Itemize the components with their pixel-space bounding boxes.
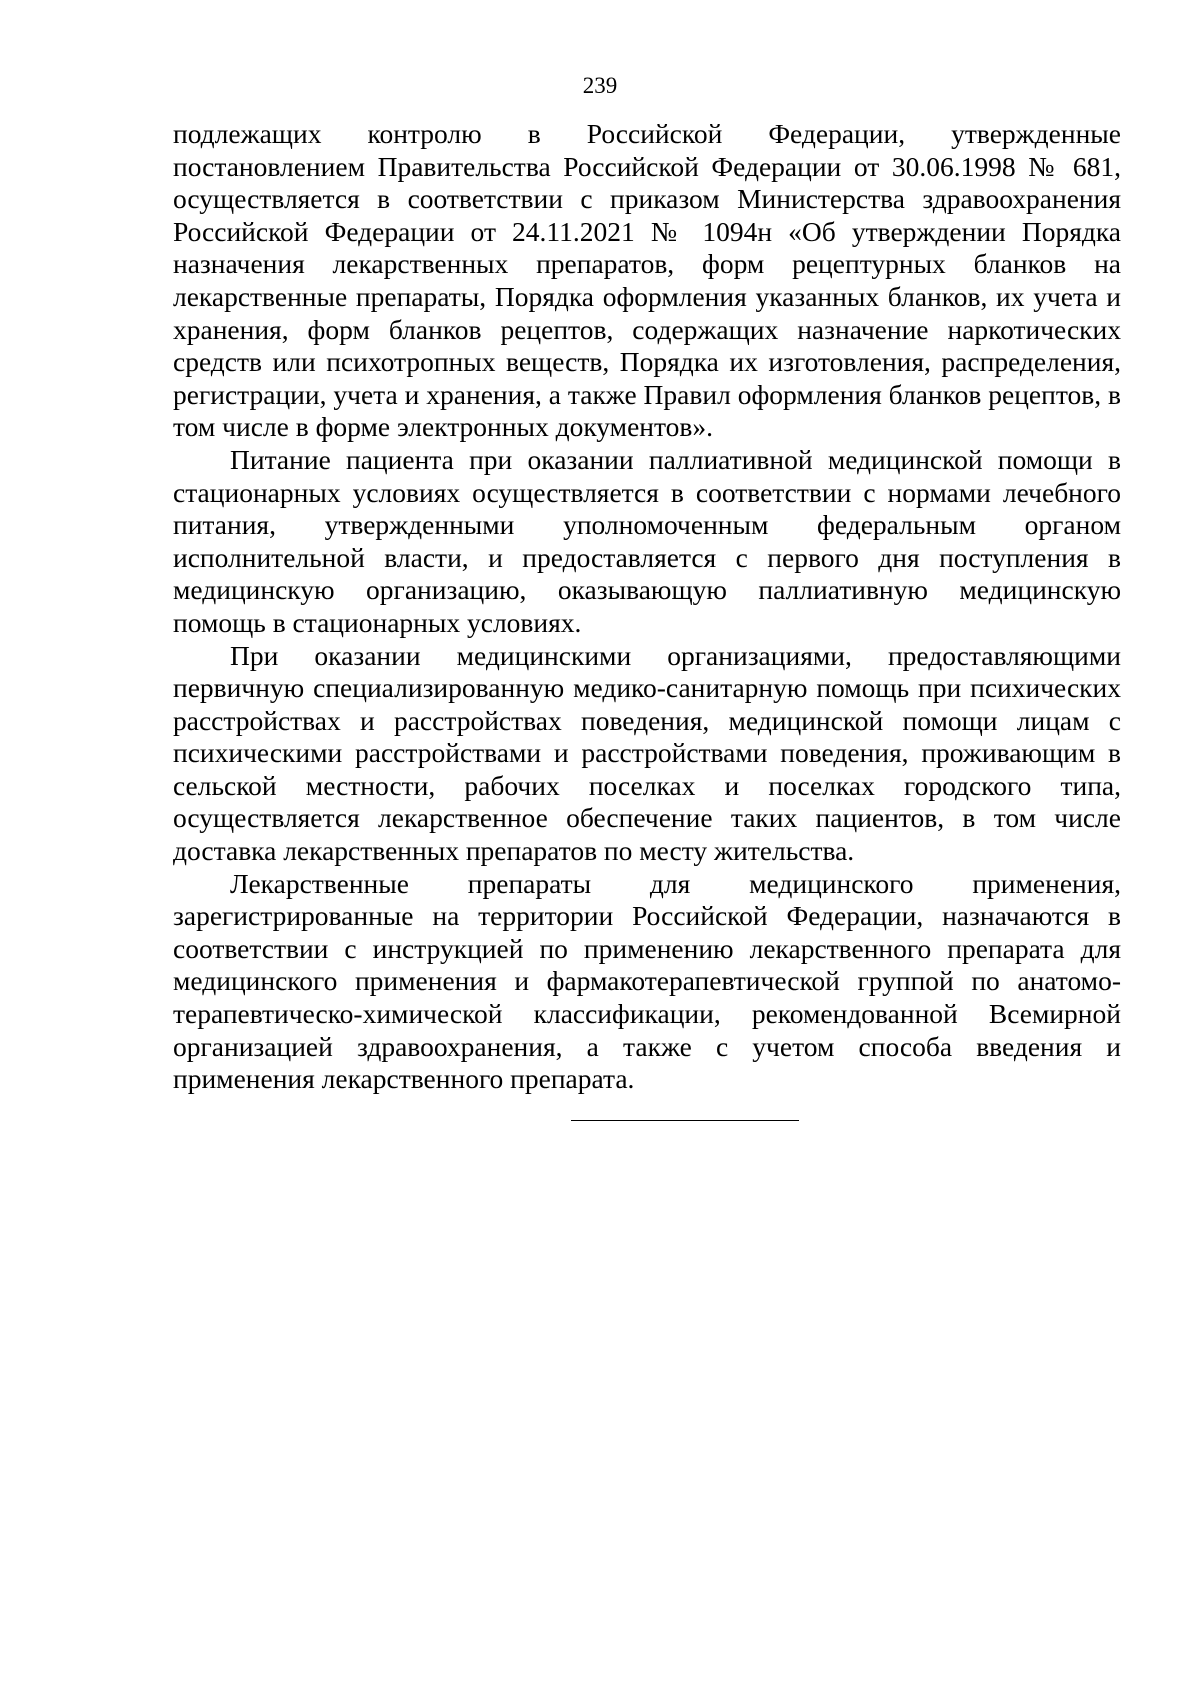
paragraph-medications: Лекарственные препараты для медицинского применения, зарегистрированные на территории Российской Федерации, назначаются в соответствии с инструкцией по применению лекарственного препарата для медицинского применения и фармакотерапевтической группой по анатомо-терапевтическо-химической классификации, рекомендованной Всемирной организацией здравоохранения, а также с учетом способа введения и применения лекарственного препарата. [173, 867, 1121, 1095]
end-divider-line [571, 1120, 799, 1121]
page-number: 239 [582, 73, 618, 98]
paragraph-psychiatric-care: При оказании медицинскими организациями, предоставляющими первичную специализированную медико-санитарную помощь при психических расстройствах и расстройствах поведения, медицинской помощи лицам с психическими расстройствами и расстройствами поведения, проживающим в сельской местности, рабочих поселках и поселках городского типа, осуществляется лекарственное обеспечение таких пациентов, в том числе доставка лекарственных препаратов по месту жительства. [173, 639, 1121, 867]
document-body [173, 118, 1121, 1096]
paragraph-continuation: подлежащих контролю в Российской Федерации, утвержденные постановлением Правительства Российской Федерации от 30.06.1998 № 681, осуществляется в соответствии с приказом Министерства здравоохранения Российской Федерации от 24.11.2021 № 1094н «Об утверждении Порядка назначения лекарственных препаратов, форм рецептурных бланков на лекарственные препараты, Порядка оформления указанных бланков, их учета и хранения, форм бланков рецептов, содержащих назначение наркотических средств или психотропных веществ, Порядка их изготовления, распределения, регистрации, учета и хранения, а также Правил оформления бланков рецептов, в том числе в форме электронных документов». [173, 118, 1121, 443]
paragraph-nutrition: Питание пациента при оказании паллиативной медицинской помощи в стационарных условиях осуществляется в соответствии с нормами лечебного питания, утвержденными уполномоченным федеральным органом исполнительной власти, и предоставляется с первого дня поступления в медицинскую организацию, оказывающую паллиативную медицинскую помощь в стационарных условиях. [173, 443, 1121, 638]
